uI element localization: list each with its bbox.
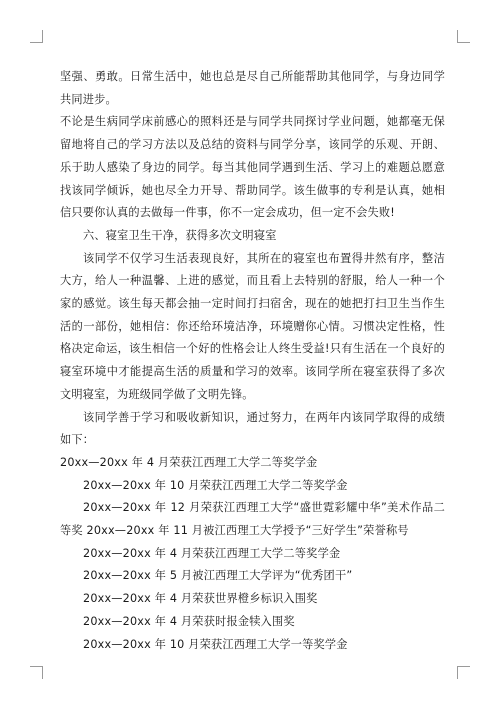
award-item: 20xx—20xx 年 10 月荣获江西理工大学二等奖学金	[83, 478, 348, 492]
award-item: 20xx—20xx 年 4 月荣获世界橙乡标识入围奖	[83, 592, 318, 606]
paragraph-achievements-intro: 该同学善于学习和吸收新知识，通过努力，在两年内该同学取得的成绩如下：	[60, 410, 445, 447]
section-heading-dorm: 六、寝室卫生干净，获得多次文明寝室	[83, 228, 277, 242]
award-item: 20xx—20xx 年 4 月荣获时报金犊入围奖	[83, 614, 295, 628]
award-item: 20xx—20xx 年 4 月荣获江西理工大学二等奖学金	[83, 546, 341, 560]
award-item: 20xx—20xx 年 5 月被江西理工大学评为“优秀团干”	[83, 569, 353, 583]
crop-mark-top-right	[457, 30, 470, 43]
award-item: 20xx—20xx 年 12 月荣获江西理工大学“盛世霓彩耀中华”美术作品二等奖 20xx—20xx 年 11 月被江西理工大学授予“三好学生”荣誉称号	[60, 501, 445, 538]
crop-mark-top-left	[30, 30, 43, 43]
crop-mark-bottom-left	[30, 666, 43, 679]
crop-mark-bottom-right	[457, 666, 470, 679]
paragraph-helping-classmates: 不论是生病同学床前感心的照料还是与同学共同探讨学业问题，她都毫无保留地将自己的学习方法以及总结的资料与同学分享，该同学的乐观、开朗、乐于助人感染了身边的同学。每当其他同学遇到生活、学习上的难题总愿意找该同学倾诉，她也尽全力开导、帮助同学。该生做事的专利是认真，她相信只要你认真的去做每一件事，你不一定会成功，但一定不会失败!	[60, 115, 445, 220]
paragraph-continuation: 坚强、勇敢。日常生活中，她也总是尽自己所能帮助其他同学，与身边同学共同进步。	[60, 70, 445, 106]
paragraph-dorm: 该同学不仅学习生活表现良好，其所在的寝室也布置得井然有序，整洁大方，给人一种温馨、上进的感觉，而且看上去特别的舒服，给人一种一个家的感觉。该生每天都会抽一定时间打扫宿舍，现在的她把打扫卫生当作生活的一部份，她相信：你还给环境洁净，环境赠你心情。习惯决定性格，性格决定命运，该生相信一个好的性格会让人终生受益!只有生活在一个良好的寝室环境中才能提高生活的质量和学习的效率。该同学所在寝室获得了多次文明寝室，为班级同学做了文明先锋。	[60, 251, 445, 401]
award-item: 20xx—20xx 年 10 月荣获江西理工大学一等奖学金	[83, 637, 348, 651]
document-body	[60, 66, 445, 656]
award-item: 20xx—20xx 年 4 月荣获江西理工大学二等奖学金	[60, 455, 318, 469]
